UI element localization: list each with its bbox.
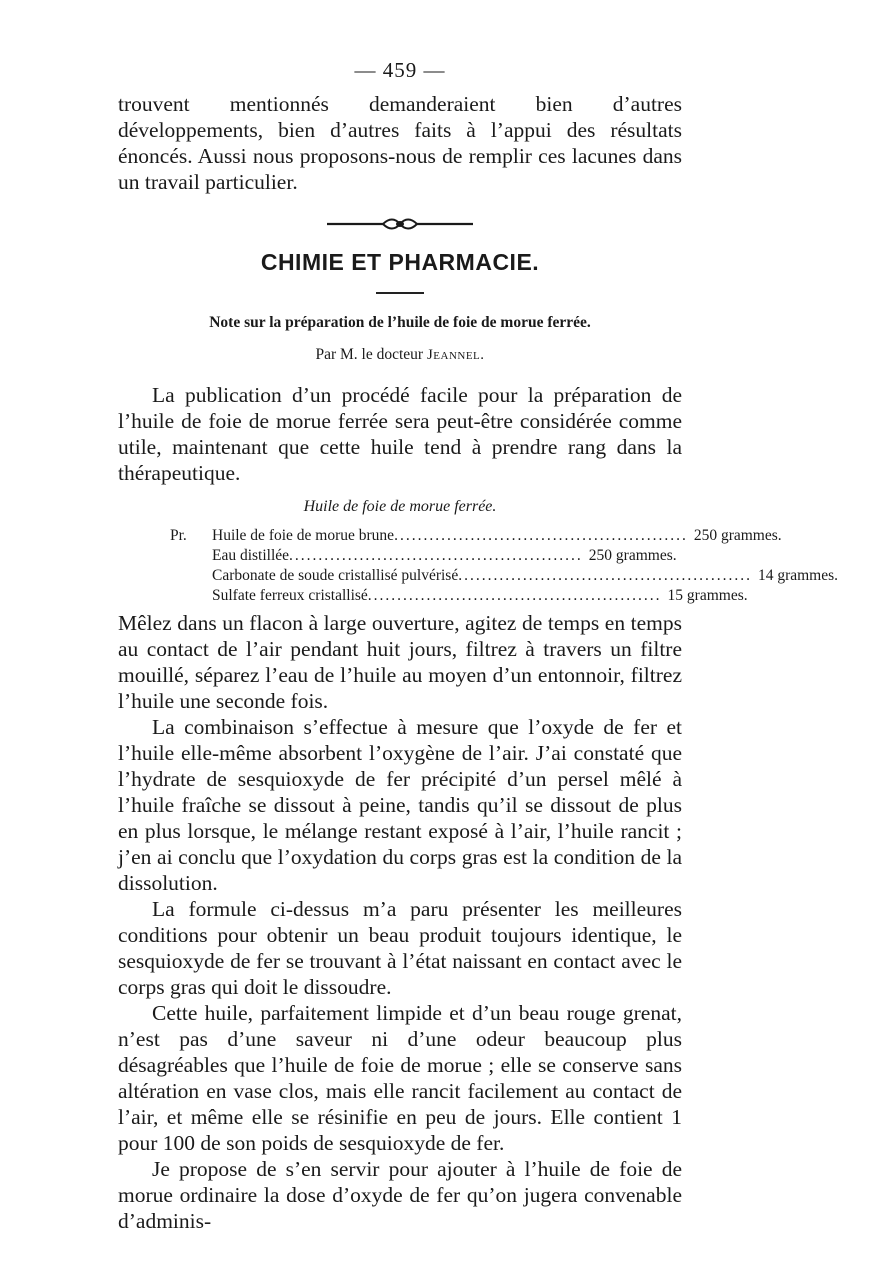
- ingredient-name: Sulfate ferreux cristallisé: [212, 586, 368, 604]
- intro-paragraph: trouvent mentionnés demanderaient bien d’autres développements, bien d’autres faits à l’appui des résultats énoncés. Aussi nous proposons-nous de remplir ces lacunes dans un travail particulier.: [118, 92, 682, 194]
- page-number: — 459 —: [354, 58, 446, 82]
- paragraph-method: Mêlez dans un flacon à large ouverture, agitez de temps en temps au contact de l’air pendant huit jours, filtrez à travers un filtre mouillé, séparez l’eau de l’huile au moyen d’un entonnoir, filtrez l’huile une seconde fois.: [118, 610, 682, 713]
- paragraph-proposal: Je propose de s’en servir pour ajouter à l’huile de foie de morue ordinaire la dose d’oxyde de fer qu’on jugera convenable d’adminis-: [118, 1156, 682, 1233]
- leader-dots: ..................................................: [289, 546, 583, 564]
- leader-dots: ..................................................: [458, 566, 752, 584]
- section-title: CHIMIE ET PHARMACIE.: [260, 249, 540, 275]
- paragraph-properties: Cette huile, parfaitement limpide et d’un beau rouge grenat, n’est pas d’une saveur ni d’une odeur beaucoup plus désagréables que l’huile de foie de morue ; elle se conserve sans altération en vase clos, mais elle rancit facilement au contact de l’air, et même elle se résinifie en peu de jours. Elle contient 1 pour 100 de son poids de sesquioxyde de fer.: [118, 1000, 682, 1155]
- ingredient-name: Eau distillée: [212, 546, 290, 564]
- byline-author: Jeannel.: [426, 346, 485, 363]
- recipe-title: Huile de foie de morue ferrée.: [303, 497, 497, 515]
- byline: [118, 346, 682, 364]
- recipe-list: [170, 526, 839, 606]
- ingredient-name: Carbonate de soude cristallisé pulvérisé: [212, 566, 459, 584]
- recipe-row: [170, 566, 839, 586]
- ingredient-name: Huile de foie de morue brune: [212, 526, 395, 544]
- paragraph-publication: La publication d’un procédé facile pour la préparation de l’huile de foie de morue ferrée sera peut-être considérée comme utile, maintenant que cette huile tend à prendre rang dans la thérapeutique.: [118, 382, 682, 485]
- recipe-prefix: Pr.: [170, 526, 187, 544]
- ingredient-quantity: 15 grammes.: [667, 586, 748, 604]
- article-title: Note sur la préparation de l’huile de foie de morue ferrée.: [209, 313, 591, 331]
- recipe-row: [170, 546, 682, 566]
- ingredient-quantity: 250 grammes.: [693, 526, 782, 544]
- ornamental-divider-icon: [325, 217, 475, 231]
- leader-dots: ..................................................: [394, 526, 688, 544]
- paragraph-combination: La combinaison s’effectue à mesure que l’oxyde de fer et l’huile elle-même absorbent l’oxygène de l’air. J’ai constaté que l’hydrate de sesquioxyde de fer précipité d’un persel mêlé à l’huile fraîche se dissout à peine, tandis qu’il se dissout de plus en plus lorsque, le mélange restant exposé à l’air, l’huile rancit ; j’en ai conclu que l’oxydation du corps gras est la condition de la dissolution.: [118, 714, 682, 895]
- ingredient-quantity: 250 grammes.: [588, 546, 677, 564]
- leader-dots: ..................................................: [367, 586, 662, 604]
- title-rule: [376, 292, 424, 294]
- paragraph-formula: La formule ci-dessus m’a paru présenter les meilleures conditions pour obtenir un beau produit toujours identique, le sesquioxyde de fer se trouvant à l’état naissant en contact avec le corps gras qui doit le dissoudre.: [118, 896, 682, 999]
- byline-prefix: Par M. le docteur: [315, 345, 424, 363]
- recipe-row: [170, 526, 782, 546]
- recipe-row: [170, 586, 748, 606]
- ingredient-quantity: 14 grammes.: [757, 566, 839, 584]
